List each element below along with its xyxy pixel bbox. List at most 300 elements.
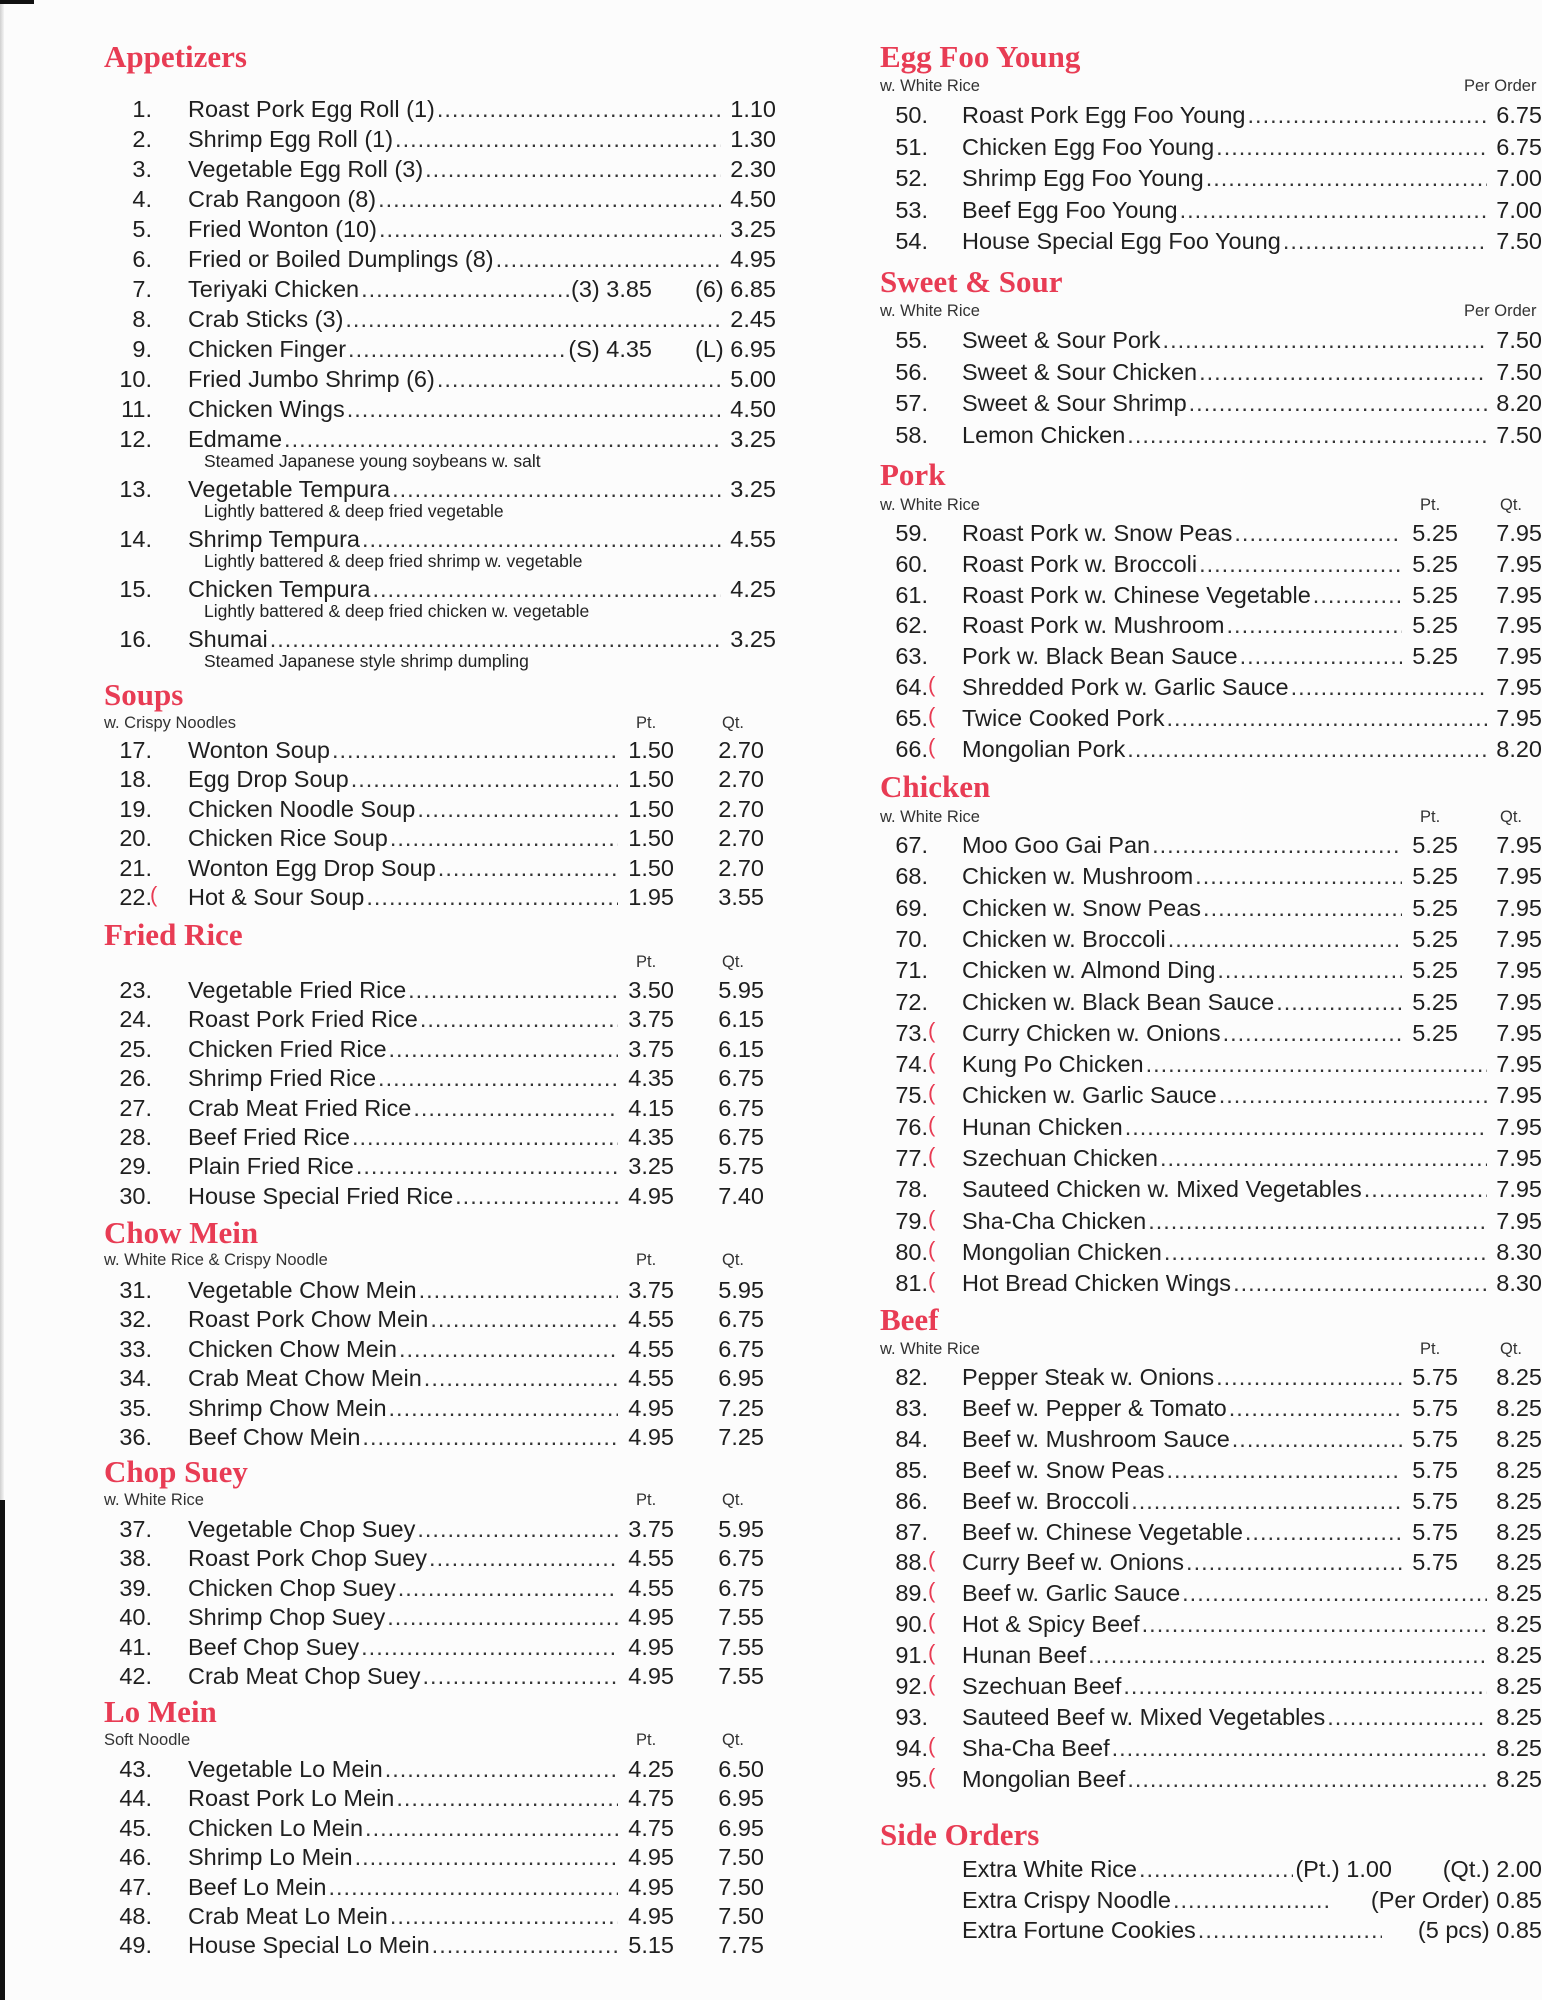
item-name: Roast Pork w. Snow Peas	[962, 520, 1233, 546]
item-price-pt: 5.25	[1412, 832, 1458, 858]
menu-item-row	[104, 474, 776, 504]
item-name-leader	[962, 518, 1402, 548]
section-title: Pork	[880, 457, 946, 492]
item-name-leader	[188, 975, 618, 1005]
item-name-leader	[962, 132, 1487, 162]
dot-leader	[1189, 388, 1488, 418]
qt-header: Qt.	[722, 1251, 745, 1269]
pt-header: Pt.	[636, 714, 657, 732]
item-number: 33.	[119, 1335, 152, 1362]
item-name-leader	[188, 1901, 618, 1931]
dot-leader	[1364, 1174, 1487, 1204]
menu-item-row	[880, 610, 1542, 640]
item-name: Beef w. Snow Peas	[962, 1456, 1165, 1483]
item-name: House Special Egg Foo Young	[962, 228, 1281, 254]
dot-leader	[1152, 830, 1402, 860]
menu-item-row	[104, 244, 776, 274]
item-price-qt: 5.75	[718, 1153, 764, 1180]
menu-item-row	[104, 735, 776, 765]
item-name: Edmame	[188, 426, 283, 452]
item-price-qt: 2.70	[718, 737, 764, 763]
item-number: 82.	[895, 1364, 928, 1390]
item-price: 7.00	[1496, 165, 1542, 191]
dot-leader	[1229, 1393, 1402, 1423]
item-name-leader	[962, 325, 1487, 355]
item-price-pt: 5.25	[1412, 863, 1458, 890]
menu-item-row	[104, 334, 776, 364]
item-name: Sweet & Sour Chicken	[962, 358, 1198, 385]
menu-item-row	[104, 764, 776, 794]
item-name: Beef Chow Mein	[188, 1424, 361, 1450]
item-name-leader	[962, 1486, 1402, 1516]
item-name: Hot & Sour Soup	[188, 884, 365, 910]
section-subtitle: Soft Noodle	[104, 1731, 191, 1749]
dot-leader	[1199, 357, 1487, 387]
item-price-qt: 8.25	[1496, 1487, 1542, 1514]
dot-leader	[1160, 1143, 1487, 1173]
item-name: Vegetable Fried Rice	[188, 977, 407, 1003]
item-price: (Qt.) 2.00	[1442, 1856, 1542, 1882]
item-number: 45.	[119, 1814, 152, 1841]
item-number: 2.	[132, 126, 152, 152]
pt-header: Pt.	[636, 1251, 657, 1269]
item-price: 2.30	[730, 156, 776, 182]
section-title: Soups	[104, 677, 184, 712]
item-number: 65.	[895, 704, 928, 731]
item-name: Beef Lo Mein	[188, 1873, 327, 1900]
hot-spicy-icon: (	[928, 672, 936, 697]
menu-item-row	[104, 1661, 776, 1691]
item-name-leader	[962, 1455, 1402, 1485]
item-name: Shrimp Lo Mein	[188, 1844, 353, 1871]
item-name: Beef Egg Foo Young	[962, 196, 1178, 223]
dot-leader	[356, 1151, 618, 1181]
item-number: 67.	[895, 832, 928, 858]
item-name-leader	[962, 420, 1487, 450]
dot-leader	[1245, 1517, 1402, 1547]
item-number: 58.	[895, 421, 928, 448]
item-number: 83.	[895, 1394, 928, 1421]
item-number: 56.	[895, 358, 928, 385]
item-name: Chicken w. Snow Peas	[962, 894, 1202, 921]
item-name-leader	[962, 1671, 1487, 1701]
item-number: 17.	[119, 737, 152, 763]
menu-item-row	[880, 1393, 1542, 1423]
item-number: 75.	[895, 1082, 928, 1109]
item-number: 89.	[895, 1580, 928, 1607]
menu-item-row	[880, 924, 1542, 954]
item-price: 7.95	[1496, 1113, 1542, 1140]
item-number: 35.	[119, 1394, 152, 1421]
item-name-leader	[962, 1362, 1402, 1392]
item-price-alt: (3) 3.85	[571, 276, 652, 302]
dot-leader	[372, 574, 721, 604]
dot-leader	[437, 364, 721, 394]
item-name: Shrimp Egg Roll (1)	[188, 126, 394, 152]
dot-leader	[395, 124, 721, 154]
item-price-alt: (Pt.) 1.00	[1295, 1856, 1392, 1882]
item-number: 63.	[895, 643, 928, 670]
item-name: Hunan Beef	[962, 1642, 1087, 1669]
item-number: 95.	[895, 1765, 928, 1792]
item-name: Chicken w. Garlic Sauce	[962, 1082, 1217, 1109]
item-number: 62.	[895, 612, 928, 639]
item-name: Beef w. Broccoli	[962, 1487, 1130, 1514]
menu-item-row	[104, 304, 776, 334]
menu-item-row	[104, 1122, 776, 1152]
menu-item-row	[104, 424, 776, 454]
item-name: Beef w. Pepper & Tomato	[962, 1394, 1227, 1421]
item-price-qt: 2.70	[718, 825, 764, 852]
item-number: 71.	[895, 957, 928, 984]
pt-header: Pt.	[1420, 496, 1441, 514]
item-name-leader	[188, 764, 618, 794]
item-price-qt: 7.95	[1496, 925, 1542, 952]
item-name: Curry Beef w. Onions	[962, 1549, 1185, 1576]
item-number: 53.	[895, 196, 928, 223]
item-name-leader	[962, 987, 1402, 1017]
dot-leader	[362, 524, 721, 554]
item-name: Chicken w. Black Bean Sauce	[962, 988, 1275, 1015]
item-name-leader	[962, 830, 1402, 860]
menu-item-row	[880, 1640, 1542, 1670]
item-price-qt: 5.95	[718, 1277, 764, 1303]
dot-leader	[385, 1754, 618, 1784]
menu-item-row	[880, 1609, 1542, 1639]
menu-item-row	[104, 1632, 776, 1662]
item-number: 84.	[895, 1425, 928, 1452]
item-price-qt: 8.25	[1496, 1549, 1542, 1576]
menu-item-row	[880, 1578, 1542, 1608]
menu-item-row	[880, 1174, 1542, 1204]
item-number: 72.	[895, 988, 928, 1015]
item-name: Vegetable Chop Suey	[188, 1516, 416, 1542]
item-name: Shrimp Fried Rice	[188, 1065, 377, 1092]
item-price-qt: 7.50	[718, 1844, 764, 1871]
item-name: Chicken Rice Soup	[188, 825, 388, 852]
menu-item-row	[880, 388, 1542, 418]
hot-spicy-icon: (	[150, 882, 158, 907]
item-name: Curry Chicken w. Onions	[962, 1019, 1221, 1046]
item-name-leader	[962, 1424, 1402, 1454]
menu-item-row	[880, 955, 1542, 985]
item-name: Mongolian Beef	[962, 1765, 1126, 1792]
item-name-leader	[962, 861, 1402, 891]
item-name: Chicken Lo Mein	[188, 1814, 364, 1841]
item-name: Hot & Spicy Beef	[962, 1611, 1140, 1638]
item-number: 94.	[895, 1734, 928, 1761]
item-number: 11.	[121, 396, 152, 422]
hot-spicy-icon: (	[928, 1547, 936, 1573]
dot-leader	[423, 1661, 618, 1691]
menu-item-row	[880, 1733, 1542, 1763]
item-name-leader	[188, 1573, 618, 1603]
dot-leader	[270, 624, 722, 654]
item-name-leader	[962, 1206, 1487, 1236]
item-name-leader	[188, 244, 721, 274]
item-name: Mongolian Pork	[962, 735, 1126, 762]
dot-leader	[1148, 1206, 1487, 1236]
dot-leader	[1131, 1486, 1402, 1516]
qt-header: Qt.	[1500, 1340, 1523, 1358]
item-name-leader	[962, 1143, 1487, 1173]
section-title: Chop Suey	[104, 1454, 248, 1489]
item-price-pt: 4.95	[628, 1663, 674, 1689]
item-name: Wonton Egg Drop Soup	[188, 854, 436, 881]
dot-leader	[392, 474, 721, 504]
item-name-leader	[962, 195, 1487, 225]
item-price: 5.00	[730, 366, 776, 392]
item-description: Lightly battered & deep fried vegetable	[204, 501, 504, 521]
hot-spicy-icon: (	[928, 1732, 936, 1758]
pt-header: Pt.	[1420, 1340, 1441, 1358]
item-description: Lightly battered & deep fried chicken w. vegetable	[204, 601, 590, 621]
item-name-leader	[188, 1422, 618, 1452]
section-subtitle: w. White Rice	[880, 77, 980, 95]
dot-leader	[496, 244, 722, 274]
menu-item-row	[104, 1393, 776, 1423]
item-name-leader	[962, 1517, 1402, 1547]
item-name-leader	[962, 1915, 1382, 1945]
menu-item-row	[104, 1514, 776, 1544]
item-price: 1.30	[730, 126, 776, 152]
item-price: 8.25	[1496, 1734, 1542, 1761]
item-name: House Special Lo Mein	[188, 1932, 430, 1959]
item-price-qt: 7.95	[1496, 550, 1542, 577]
dot-leader	[455, 1181, 618, 1211]
menu-item-row	[880, 1702, 1542, 1732]
item-number: 32.	[119, 1306, 152, 1333]
item-price-pt: 5.25	[1412, 520, 1458, 546]
item-name-leader	[962, 1049, 1487, 1079]
section-title: Egg Foo Young	[880, 39, 1081, 74]
item-price-pt: 4.95	[628, 1394, 674, 1421]
menu-item-row	[104, 1872, 776, 1902]
item-price-pt: 3.75	[628, 1277, 674, 1303]
dot-leader	[1186, 1547, 1402, 1577]
item-number: 40.	[119, 1604, 152, 1631]
dot-leader	[1088, 1640, 1487, 1670]
item-name: Shumai	[188, 626, 268, 652]
item-price-pt: 5.75	[1412, 1394, 1458, 1421]
menu-item-row	[880, 672, 1542, 702]
item-name-leader	[962, 1080, 1487, 1110]
item-name: Vegetable Tempura	[188, 476, 391, 502]
item-name-leader	[962, 672, 1487, 702]
item-name: Roast Pork Fried Rice	[188, 1006, 418, 1033]
dot-leader	[398, 1573, 618, 1603]
dot-leader	[1125, 1112, 1488, 1142]
item-price-qt: 7.95	[1496, 894, 1542, 921]
dot-leader	[1327, 1702, 1487, 1732]
dot-leader	[1291, 672, 1488, 702]
item-price: 8.25	[1496, 1765, 1542, 1792]
pt-header: Pt.	[1420, 808, 1441, 826]
item-name-leader	[962, 1547, 1402, 1577]
item-price-qt: 2.70	[718, 854, 764, 881]
menu-item-row	[104, 524, 776, 554]
item-description: Lightly battered & deep fried shrimp w. vegetable	[204, 551, 583, 571]
item-name: Vegetable Chow Mein	[188, 1277, 417, 1303]
item-name: Chicken Egg Foo Young	[962, 133, 1215, 160]
item-price-pt: 4.75	[628, 1785, 674, 1812]
left-binding-bar	[0, 1500, 5, 2000]
item-number: 42.	[119, 1663, 152, 1689]
menu-item-row	[104, 1034, 776, 1064]
item-name-leader	[188, 1034, 618, 1064]
item-number: 27.	[119, 1094, 152, 1121]
menu-item-row	[880, 100, 1542, 130]
item-price-pt: 4.55	[628, 1574, 674, 1601]
item-name-leader	[188, 1661, 618, 1691]
dot-leader	[420, 1004, 618, 1034]
item-number: 36.	[119, 1424, 152, 1450]
item-name-leader	[188, 1151, 618, 1181]
item-price-pt: 4.55	[628, 1306, 674, 1333]
item-number: 44.	[119, 1785, 152, 1812]
item-price: 7.95	[1496, 1051, 1542, 1078]
dot-leader	[345, 304, 721, 334]
item-number: 85.	[895, 1456, 928, 1483]
item-name-leader	[188, 1930, 618, 1960]
item-number: 19.	[119, 795, 152, 822]
item-name: Roast Pork w. Broccoli	[962, 550, 1198, 577]
item-price-pt: 4.95	[628, 1182, 674, 1209]
item-price-qt: 3.55	[718, 884, 764, 910]
item-price-qt: 7.95	[1496, 988, 1542, 1015]
section-subtitle: w. Crispy Noodles	[104, 714, 237, 732]
menu-item-row	[880, 1206, 1542, 1236]
item-price-pt: 5.75	[1412, 1518, 1458, 1545]
item-price: 7.95	[1496, 704, 1542, 731]
item-number: 79.	[895, 1207, 928, 1234]
item-price: 7.50	[1496, 358, 1542, 385]
hot-spicy-icon: (	[928, 733, 936, 759]
menu-item-row	[104, 1783, 776, 1813]
hot-spicy-icon: (	[928, 1143, 936, 1168]
hot-spicy-icon: (	[928, 1763, 936, 1789]
item-number: 90.	[895, 1611, 928, 1638]
item-name: Roast Pork Chow Mein	[188, 1306, 429, 1333]
item-number: 55.	[895, 327, 928, 353]
dot-leader	[1313, 580, 1402, 610]
dot-leader	[430, 1304, 618, 1334]
item-number: 74.	[895, 1051, 928, 1078]
dot-leader	[429, 1543, 618, 1573]
item-price: 2.45	[730, 306, 776, 332]
dot-leader	[1233, 1268, 1487, 1298]
item-price: 7.95	[1496, 1176, 1542, 1203]
item-number: 91.	[895, 1642, 928, 1669]
item-price-qt: 7.95	[1496, 1019, 1542, 1046]
item-price: 7.95	[1496, 1082, 1542, 1109]
dot-leader	[379, 214, 721, 244]
item-name: Wonton Soup	[188, 737, 330, 763]
item-price-pt: 1.50	[628, 737, 674, 763]
item-name-leader	[188, 823, 618, 853]
item-price: 1.10	[730, 96, 776, 122]
per-order-header: Per Order	[1464, 302, 1537, 320]
item-name-leader	[188, 794, 618, 824]
menu-item-row	[880, 1362, 1542, 1392]
item-number: 23.	[119, 977, 152, 1003]
item-price-pt: 1.95	[628, 884, 674, 910]
item-number: 88.	[895, 1549, 928, 1576]
item-price: 8.30	[1496, 1238, 1542, 1265]
item-price-pt: 4.95	[628, 1633, 674, 1660]
item-name-leader	[962, 1733, 1487, 1763]
item-price: 6.75	[1496, 133, 1542, 160]
item-price-qt: 7.95	[1496, 581, 1542, 608]
item-price: 8.25	[1496, 1642, 1542, 1669]
dot-leader	[432, 1930, 618, 1960]
item-number: 59.	[895, 520, 928, 546]
menu-item-row	[104, 184, 776, 214]
item-name-leader	[188, 1514, 618, 1544]
item-name: Beef w. Chinese Vegetable	[962, 1518, 1243, 1545]
hot-spicy-icon: (	[928, 1268, 936, 1294]
menu-item-row	[104, 794, 776, 824]
menu-item-row	[880, 1424, 1542, 1454]
item-name: Chicken Chop Suey	[188, 1574, 396, 1601]
item-name: Crab Meat Lo Mein	[188, 1903, 388, 1929]
item-price-pt: 4.95	[628, 1873, 674, 1900]
hot-spicy-icon: (	[928, 1578, 936, 1604]
item-name-leader	[188, 1632, 618, 1662]
item-name-leader	[962, 549, 1402, 579]
item-number: 60.	[895, 550, 928, 577]
dot-leader	[413, 1093, 618, 1123]
item-number: 31.	[119, 1277, 152, 1303]
dot-leader	[351, 764, 618, 794]
item-name: Chicken Noodle Soup	[188, 795, 416, 822]
hot-spicy-icon: (	[928, 1017, 936, 1043]
item-number: 9.	[132, 336, 152, 362]
item-name: Crab Meat Chop Suey	[188, 1663, 421, 1689]
item-price-pt: 4.55	[628, 1365, 674, 1392]
dot-leader	[1195, 861, 1402, 891]
item-price: 4.55	[730, 526, 776, 552]
item-name: Roast Pork Egg Roll (1)	[188, 96, 435, 122]
item-name-leader	[188, 214, 721, 244]
item-number: 92.	[895, 1673, 928, 1699]
item-name-leader	[188, 1754, 618, 1784]
item-name: Crab Rangoon (8)	[188, 186, 377, 212]
item-number: 68.	[895, 863, 928, 890]
item-name: Shrimp Chow Mein	[188, 1394, 387, 1421]
item-name: Beef w. Mushroom Sauce	[962, 1425, 1230, 1452]
menu-item-row	[880, 549, 1542, 579]
item-name-leader	[962, 1764, 1487, 1794]
item-name: House Special Fried Rice	[188, 1182, 454, 1209]
item-price-qt: 6.15	[718, 1035, 764, 1062]
dot-leader	[437, 94, 721, 124]
item-number: 34.	[119, 1365, 152, 1392]
item-number: 28.	[119, 1124, 152, 1150]
item-price-qt: 6.75	[718, 1065, 764, 1092]
item-name-leader	[962, 100, 1487, 130]
item-name-leader	[962, 1112, 1487, 1142]
menu-item-row	[104, 274, 776, 304]
item-name: Hunan Chicken	[962, 1113, 1123, 1140]
dot-leader	[366, 882, 618, 912]
item-name: Hot Bread Chicken Wings	[962, 1270, 1232, 1297]
item-price-qt: 7.55	[718, 1663, 764, 1689]
item-price-qt: 7.95	[1496, 832, 1542, 858]
item-price-pt: 4.95	[628, 1903, 674, 1929]
item-name-leader	[188, 1093, 618, 1123]
item-number: 54.	[895, 228, 928, 254]
